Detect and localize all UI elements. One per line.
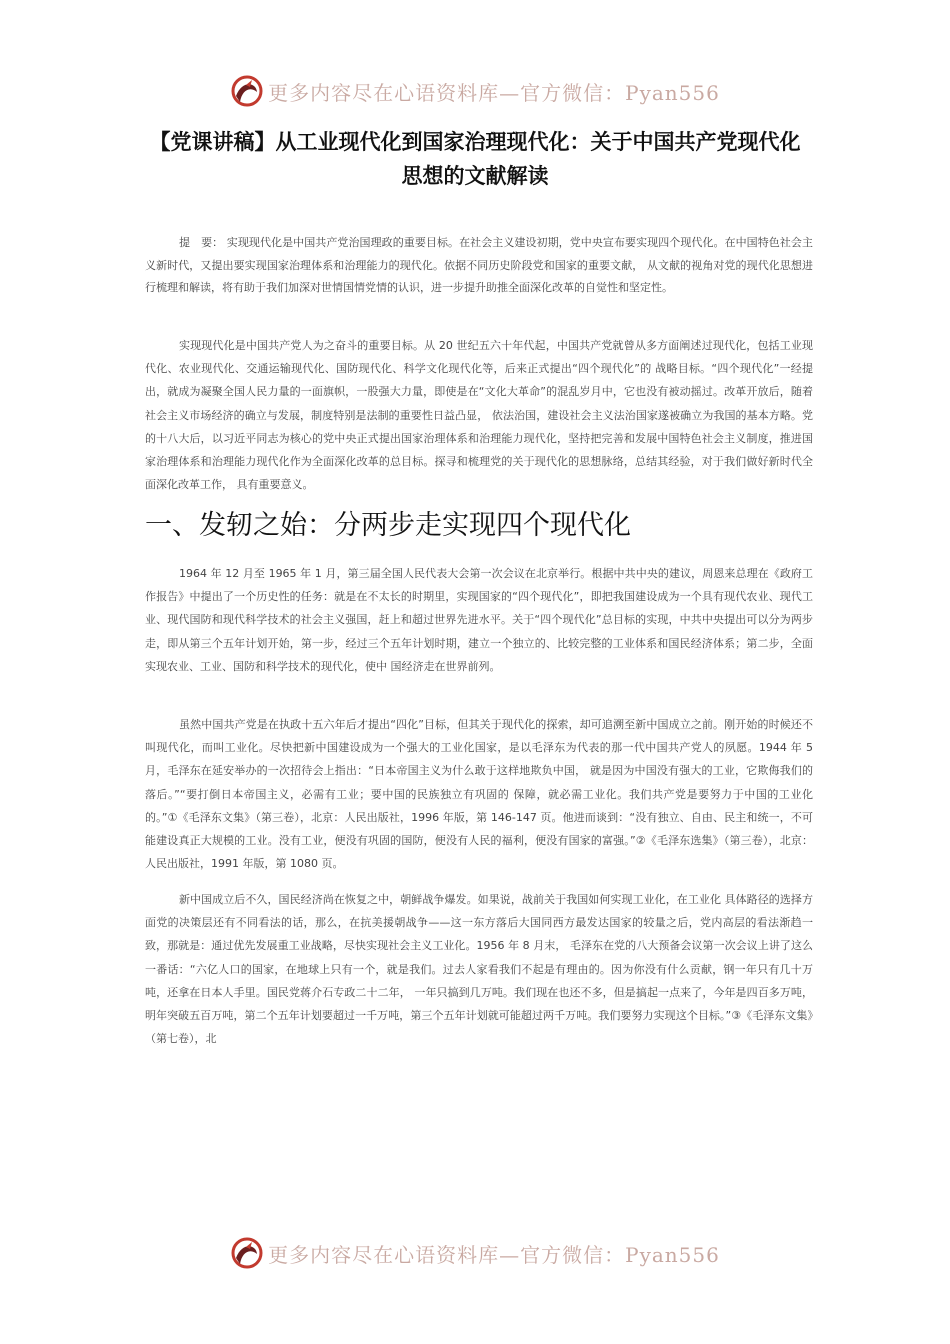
abstract-paragraph: 提 要： 实现现代化是中国共产党治国理政的重要目标。在社会主义建设初期，党中央宣布要实现四个现代化。在中国特色社会主义新时代，又提出要实现国家治理体系和治理能力的现代化。依据不同历史阶段党和国家的重要文献， 从文献的视角对党的现代化思想进行梳理和解读，将有助于我们加深对世情国情党情的认识，进一步提升助推全面深化改革的自觉性和坚定性。	[145, 236, 813, 295]
intro-paragraph: 实现现代化是中国共产党人为之奋斗的重要目标。从 20 世纪五六十年代起，中国共产党就曾从多方面阐述过现代化，包括工业现代化、农业现代化、交通运输现代化、国防现代化、科学文化现代化等，后来正式提出“四个现代化”的 战略目标。“四个现代化”一经提出，就成为凝聚全国人民力量的一面旗帜，一股强大力量，即使是在“文化大革命”的混乱岁月中，它也没有被动摇过。改革开放后，随着社会主义市场经济的确立与发展，制度特别是法制的重要性日益凸显， 依法治国，建设社会主义法治国家遂被确立为我国的基本方略。党的十八大后，以习近平同志为核心的党中央正式提出国家治理体系和治理能力现代化，坚持把完善和发展中国特色社会主义制度，推进国家治理体系和治理能力现代化作为全面深化改革的总目标。探寻和梳理党的关于现代化的思想脉络，总结其经验，对于我们做好新时代全面深化改革工作， 具有重要意义。	[145, 339, 813, 492]
document-title: 【党课讲稿】从工业现代化到国家治理现代化：关于中国共产党现代化思想的文献解读	[149, 131, 801, 188]
watermark-text: 更多内容尽在心语资料库—官方微信：Pyan556	[268, 80, 720, 105]
watermark-text: 更多内容尽在心语资料库—官方微信：Pyan556	[268, 1242, 720, 1267]
swirl-logo-icon	[230, 74, 264, 108]
section-heading: 一、发轫之始：分两步走实现四个现代化	[145, 510, 631, 541]
body-paragraph-2: 虽然中国共产党是在执政十五六年后才提出“四化”目标，但其关于现代化的探索，却可追溯至新中国成立之前。刚开始的时候还不叫现代化，而叫工业化。尽快把新中国建设成为一个强大的工业化国家，是以毛泽东为代表的那一代中国共产党人的夙愿。1944 年 5 月，毛泽东在延安举办的一次招待会上指出：“日本帝国主义为什么敢于这样地欺负中国， 就是因为中国没有强大的工业，它欺侮我们的落后。”“要打倒日本帝国主义，必需有工业；要中国的民族独立有巩固的 保障，就必需工业化。我们共产党是要努力于中国的工业化的。”①《毛泽东文集》（第三卷），北京：人民出版社，1996 年版，第 146-147 页。他进而谈到：“没有独立、自由、民主和统一，不可能建设真正大规模的工业。没有工业，便没有巩固的国防，便没有人民的福利，便没有国家的富强。”②《毛泽东选集》（第三卷），北京：人民出版社，1991 年版，第 1080 页。	[145, 718, 813, 871]
body-paragraph-1: 1964 年 12 月至 1965 年 1 月，第三届全国人民代表大会第一次会议在北京举行。根据中共中央的建议，周恩来总理在《政府工作报告》中提出了一个历史性的任务：就是在不太长的时期里，实现国家的“四个现代化”，即把我国建设成为一个具有现代农业、现代工业、现代国防和现代科学技术的社会主义强国，赶上和超过世界先进水平。关于“四个现代化”总目标的实现，中共中央提出可以分为两步走，即从第三个五年计划开始，第一步，经过三个五年计划时期，建立一个独立的、比较完整的工业体系和国民经济体系；第二步，全面实现农业、工业、国防和科学技术的现代化，使中 国经济走在世界前列。	[145, 567, 813, 673]
swirl-logo-icon	[230, 1236, 264, 1270]
body-paragraph-3: 新中国成立后不久，国民经济尚在恢复之中，朝鲜战争爆发。如果说，战前关于我国如何实现工业化，在工业化 具体路径的选择方面党的决策层还有不同看法的话，那么，在抗美援朝战争——这一东方落后大国同西方最发达国家的较量之后，党内高层的看法渐趋一致，那就是：通过优先发展重工业战略，尽快实现社会主义工业化。1956 年 8 月末， 毛泽东在党的八大预备会议第一次会议上讲了这么一番话：“六亿人口的国家，在地球上只有一个，就是我们。过去人家看我们不起是有理由的。因为你没有什么贡献，钢一年只有几十万吨，还拿在日本人手里。国民党蒋介石专政二十二年， 一年只搞到几万吨。我们现在也还不多，但是搞起一点来了，今年是四百多万吨，明年突破五百万吨，第二个五年计划要超过一千万吨，第三个五年计划就可能超过两千万吨。我们要努力实现这个目标。”③《毛泽东文集》（第七卷），北	[145, 893, 813, 1046]
footer-watermark-banner	[0, 1236, 950, 1270]
header-watermark-banner	[0, 74, 950, 108]
